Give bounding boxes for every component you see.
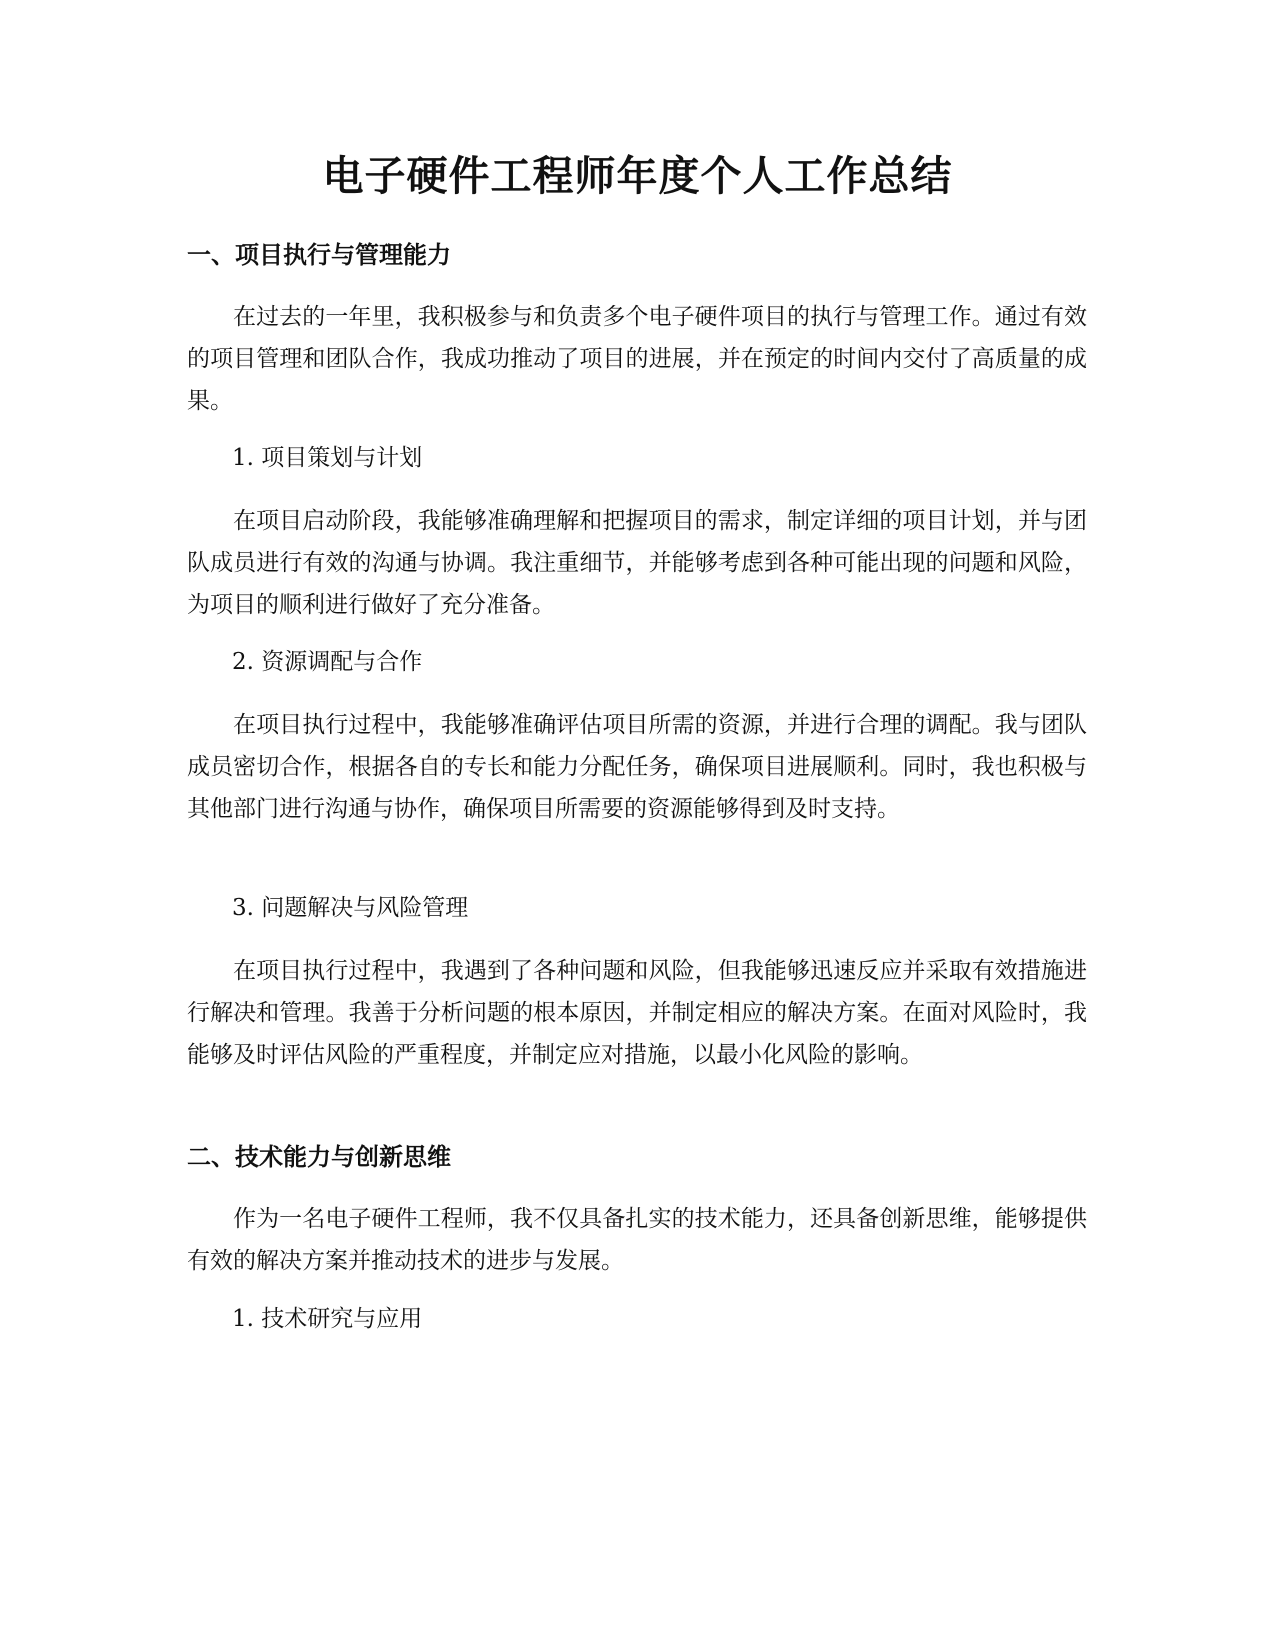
section-1-intro: 在过去的一年里，我积极参与和负责多个电子硬件项目的执行与管理工作。通过有效的项目管理和团队合作，我成功推动了项目的进展，并在预定的时间内交付了高质量的成果。 (187, 304, 1087, 414)
section-2-item-1-label: 1. 技术研究与应用 (232, 1306, 423, 1332)
document-title: 电子硬件工程师年度个人工作总结 (322, 152, 953, 200)
item-3-label: 3. 问题解决与风险管理 (232, 895, 469, 921)
item-2-text: 在项目执行过程中，我能够准确评估项目所需的资源，并进行合理的调配。我与团队成员密切合作，根据各自的专长和能力分配任务，确保项目进展顺利。同时，我也积极与其他部门进行沟通与协作，确保项目所需要的资源能够得到及时支持。 (187, 712, 1087, 822)
item-1-text: 在项目启动阶段，我能够准确理解和把握项目的需求，制定详细的项目计划，并与团队成员进行有效的沟通与协调。我注重细节，并能够考虑到各种可能出现的问题和风险，为项目的顺利进行做好了充分准备。 (187, 508, 1087, 618)
section-heading-2: 二、技术能力与创新思维 (187, 1143, 451, 1171)
item-3-text: 在项目执行过程中，我遇到了各种问题和风险，但我能够迅速反应并采取有效措施进行解决和管理。我善于分析问题的根本原因，并制定相应的解决方案。在面对风险时，我能够及时评估风险的严重程度，并制定应对措施，以最小化风险的影响。 (187, 958, 1087, 1068)
section-2-intro: 作为一名电子硬件工程师，我不仅具备扎实的技术能力，还具备创新思维，能够提供有效的解决方案并推动技术的进步与发展。 (187, 1206, 1087, 1274)
item-1-label: 1. 项目策划与计划 (232, 445, 423, 471)
item-2-label: 2. 资源调配与合作 (232, 649, 423, 675)
section-heading-1: 一、项目执行与管理能力 (187, 241, 451, 269)
